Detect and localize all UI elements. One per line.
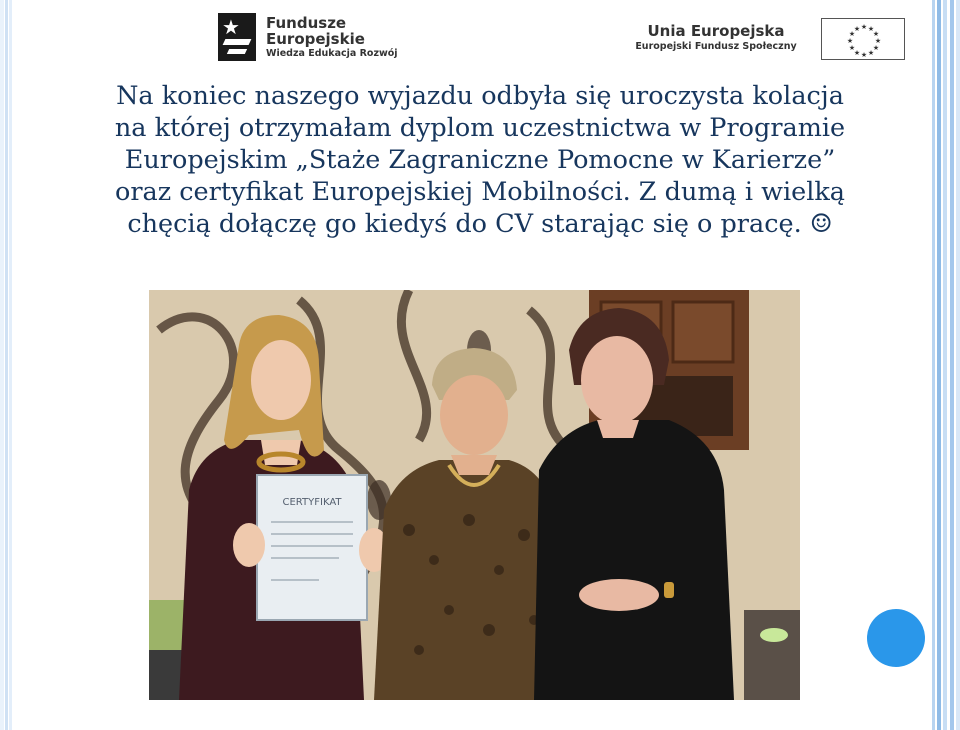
certificate-label: CERTYFIKAT	[282, 497, 342, 508]
navigation-dot	[867, 609, 925, 667]
ue-logo-line-2: Europejski Fundusz Społeczny	[635, 41, 797, 52]
svg-text:★: ★	[874, 37, 882, 45]
caption-text	[30, 80, 930, 240]
caption-line: Europejskim „Staże Zagraniczne Pomocne w Karierze”	[124, 145, 836, 175]
right-border-decoration	[930, 0, 960, 730]
svg-text:★: ★	[860, 51, 868, 59]
ue-logo-line-1: Unia Europejska	[647, 22, 785, 40]
svg-text:★: ★	[860, 23, 868, 31]
svg-text:★: ★	[853, 25, 861, 33]
ceremony-photo	[149, 290, 800, 700]
fe-logo-line-2: Europejskie	[266, 30, 365, 48]
svg-text:★: ★	[872, 44, 880, 52]
svg-text:★: ★	[848, 44, 856, 52]
fe-logo-line-1: Fundusze	[266, 14, 347, 32]
svg-text:★: ★	[867, 49, 875, 57]
unia-europejska-logo	[625, 22, 915, 64]
caption-line: chęcią dołączę go kiedyś do CV starając się o pracę. ☺	[127, 209, 833, 239]
fe-logo-line-3: Wiedza Edukacja Rozwój	[266, 48, 398, 59]
svg-text:★: ★	[853, 49, 861, 57]
caption-line: Na koniec naszego wyjazdu odbyła się uroczysta kolacja	[116, 81, 844, 111]
svg-text:★: ★	[846, 37, 854, 45]
left-border-decoration	[0, 0, 12, 730]
svg-text:★: ★	[867, 25, 875, 33]
eu-flag-icon	[821, 18, 905, 60]
svg-text:★: ★	[872, 30, 880, 38]
caption-line: oraz certyfikat Europejskiej Mobilności. Z dumą i wielką	[114, 177, 846, 207]
fe-emblem-icon: ★	[218, 13, 256, 61]
fundusze-europejskie-logo	[218, 13, 458, 65]
svg-text:★: ★	[848, 30, 856, 38]
caption-line: na której otrzymałam dyplom uczestnictwa w Programie	[114, 113, 846, 143]
